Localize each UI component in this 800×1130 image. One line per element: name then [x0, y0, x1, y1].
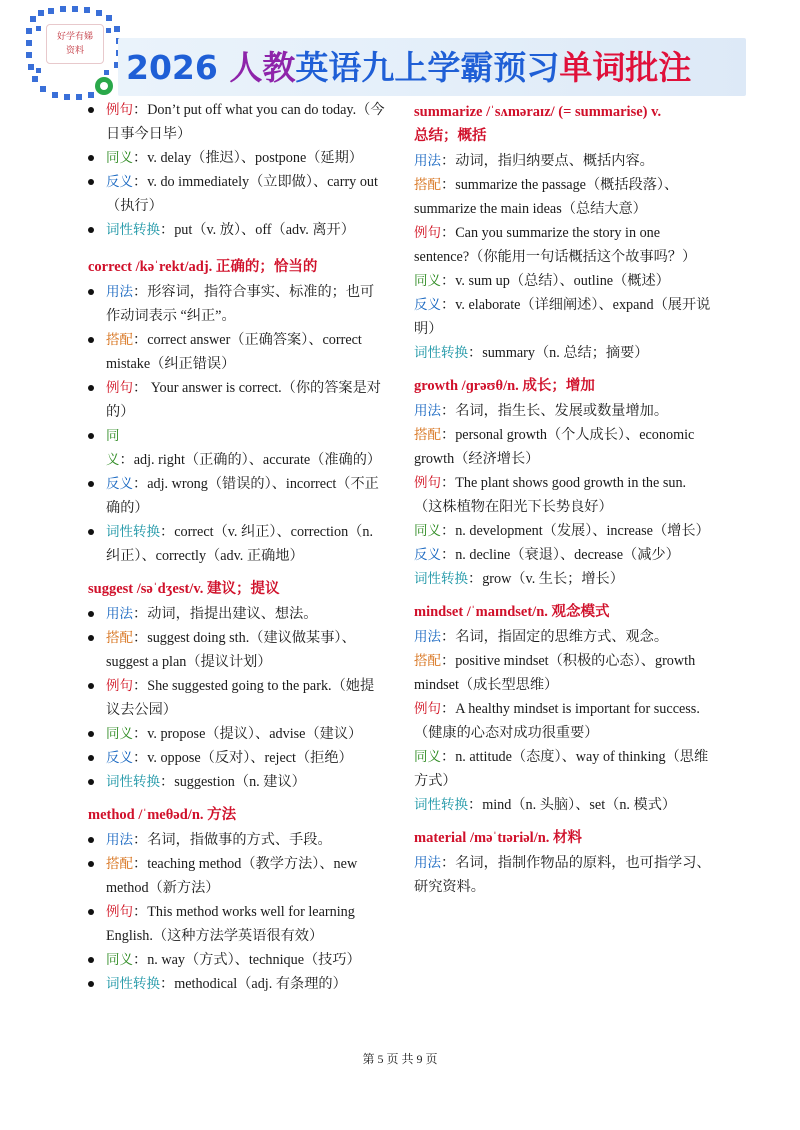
usage-label: 用法: [414, 403, 441, 419]
synonym-text: ：n. attitude（态度）、way of thinking（思维方式）: [414, 749, 709, 789]
match-text: ：personal growth（个人成长）、economic growth（经济增长）: [414, 427, 695, 467]
title-publisher: 人教: [229, 48, 296, 87]
synonym-item: [414, 519, 714, 543]
match-item: [414, 649, 714, 697]
conversion-item: [414, 341, 714, 365]
example-label: 例句: [414, 701, 441, 717]
logo-text-line2: 资料: [65, 46, 84, 56]
antonym-text: ：adj. wrong（错误的）、incorrect（不正确的）: [106, 476, 379, 516]
page-number: 第 5 页 共 9 页: [362, 1052, 438, 1066]
usage-text: ：名词，指生长、发展或数量增加。: [441, 403, 669, 419]
example-item: [414, 697, 714, 745]
page-header: [0, 0, 800, 100]
entry-heading-material: material /məˈtɪəriəl/n. 材料: [414, 830, 583, 846]
entry-growth: [414, 399, 714, 591]
conversion-label: 词性转换: [414, 345, 468, 361]
match-label: 搭配: [106, 332, 133, 348]
conversion-label: 词性转换: [414, 797, 468, 813]
match-item: [414, 423, 714, 471]
example-item: [88, 674, 388, 722]
conversion-label: 词性转换: [106, 222, 160, 238]
usage-text: ：形容词，指符合事实、标准的；也可作动词表示 “纠正”。: [106, 284, 375, 324]
usage-item: [88, 828, 388, 852]
entry-method: [88, 828, 388, 996]
match-text: ：teaching method（教学方法）、new method（新方法）: [106, 856, 358, 896]
usage-label: 用法: [106, 284, 133, 300]
match-label: 搭配: [106, 630, 133, 646]
example-label: 例句: [106, 102, 133, 118]
antonym-item: [88, 170, 388, 218]
conversion-item: [414, 567, 714, 591]
antonym-text: ：n. decline（衰退）、decrease（减少）: [441, 547, 680, 563]
synonym-item: [414, 269, 714, 293]
match-item: [88, 626, 388, 674]
title-subject: 英语九上学霸预习: [295, 48, 560, 87]
example-label: 例句: [106, 678, 133, 694]
left-column: [88, 98, 388, 996]
antonym-text: ：v. oppose（反对）、reject（拒绝）: [133, 750, 353, 766]
usage-text: ：动词，指提出建议、想法。: [133, 606, 318, 622]
usage-text: ：名词，指制作物品的原料，也可指学习、研究资料。: [414, 855, 711, 895]
match-label: 搭配: [414, 427, 441, 443]
usage-label: 用法: [414, 855, 441, 871]
conversion-label: 词性转换: [106, 774, 160, 790]
example-text: ：A healthy mindset is important for success.（健康的心态对成功很重要）: [414, 701, 700, 741]
entry-heading-summarize: [414, 100, 714, 148]
logo-text-line1: 好学有娣: [56, 32, 93, 42]
match-text: ：positive mindset（积极的心态）、growth mindset（成长型思维）: [414, 653, 696, 693]
usage-item: [88, 602, 388, 626]
conversion-item: [88, 520, 388, 568]
entry-correct: [88, 280, 388, 568]
title-year: 2026: [126, 48, 230, 87]
example-text: ： Your answer is correct.（你的答案是对的）: [106, 380, 381, 420]
synonym-item: [414, 745, 714, 793]
usage-text: ：名词，指固定的思维方式、观念。: [441, 629, 669, 645]
title-topic: 单词批注: [559, 48, 692, 87]
conversion-text: ：grow（v. 生长；增长）: [468, 571, 624, 587]
antonym-label: 反义: [414, 297, 441, 313]
conversion-label: 词性转换: [414, 571, 468, 587]
synonym-label: 同义: [414, 273, 441, 289]
heading-line2: 总结；概括: [414, 128, 487, 144]
match-item: [414, 173, 714, 221]
right-column: [414, 98, 714, 899]
synonym-item: [88, 146, 388, 170]
conversion-text: ：suggestion（n. 建议）: [160, 774, 306, 790]
conversion-item: [88, 218, 388, 242]
usage-item: [414, 149, 714, 173]
synonym-text: ：v. delay（推迟）、postpone（延期）: [133, 150, 363, 166]
example-label: 例句: [106, 380, 133, 396]
antonym-item: [88, 746, 388, 770]
entry-mindset: [414, 625, 714, 817]
example-text: ：Can you summarize the story in one sentence?（你能用一句话概括这个故事吗？）: [414, 225, 697, 265]
conversion-item: [414, 793, 714, 817]
match-item: [88, 328, 388, 376]
conversion-label: 词性转换: [106, 976, 160, 992]
entry-material: [414, 851, 714, 899]
example-label: 例句: [414, 225, 441, 241]
example-label: 例句: [414, 475, 441, 491]
usage-item: [88, 280, 388, 328]
example-item: [88, 900, 388, 948]
antonym-item: [414, 293, 714, 341]
conversion-text: ：mind（n. 头脑）、set（n. 模式）: [468, 797, 677, 813]
conversion-text: ：methodical（adj. 有条理的）: [160, 976, 347, 992]
antonym-label: 反义: [106, 750, 133, 766]
usage-item: [414, 399, 714, 423]
usage-item: [414, 851, 714, 899]
match-label: 搭配: [414, 177, 441, 193]
synonym-label: 同义: [106, 726, 133, 742]
example-item: [88, 98, 388, 146]
usage-label: 用法: [414, 153, 441, 169]
entry-heading-mindset: mindset /ˈmaɪndset/n. 观念模式: [414, 604, 610, 620]
entry-heading-growth: growth /ɡrəʊθ/n. 成长；增加: [414, 378, 595, 394]
example-text: ：The plant shows good growth in the sun.（这株植物在阳光下长势良好）: [414, 475, 687, 515]
antonym-label: 反义: [106, 174, 133, 190]
match-label: 搭配: [106, 856, 133, 872]
example-item: [414, 471, 714, 519]
entry-heading-correct: correct /kəˈrekt/adj. 正确的；恰当的: [88, 259, 318, 275]
synonym-text: ：v. sum up（总结）、outline（概述）: [441, 273, 670, 289]
example-text: ：Don’t put off what you can do today.（今日事今日毕）: [106, 102, 385, 142]
match-item: [88, 852, 388, 900]
antonym-text: ：v. elaborate（详细阐述）、expand（展开说明）: [414, 297, 711, 337]
synonym-label: 同义: [414, 749, 441, 765]
match-label: 搭配: [414, 653, 441, 669]
usage-text: ：名词，指做事的方式、手段。: [133, 832, 332, 848]
synonym-label: 同义: [106, 150, 133, 166]
synonym-label: 同义: [414, 523, 441, 539]
usage-label: 用法: [414, 629, 441, 645]
antonym-item: [414, 543, 714, 567]
logo-card: [46, 24, 104, 64]
synonym-label: 同义: [106, 428, 120, 468]
usage-text: ：动词，指归纳要点、概括内容。: [441, 153, 654, 169]
example-item: [88, 376, 388, 424]
entry-summarize: [414, 149, 714, 365]
usage-item: [414, 625, 714, 649]
conversion-item: [88, 770, 388, 794]
conversion-text: ：put（v. 放）、off（adv. 离开）: [160, 222, 355, 238]
usage-label: 用法: [106, 606, 133, 622]
example-item: [414, 221, 714, 269]
logo: [26, 6, 126, 100]
entry-put-off: [88, 98, 388, 242]
page-title: [126, 42, 691, 89]
conversion-text: ：summary（n. 总结；摘要）: [468, 345, 649, 361]
match-text: ：correct answer（正确答案）、correct mistake（纠正错误）: [106, 332, 362, 372]
conversion-text: ：correct（v. 纠正）、correction（n. 纠正）、correctly（adv. 正确地）: [106, 524, 373, 564]
conversion-label: 词性转换: [106, 524, 160, 540]
synonym-item: [88, 424, 388, 472]
entry-heading-suggest: suggest /səˈdʒest/v. 建议；提议: [88, 581, 280, 597]
synonym-text: ：v. propose（提议）、advise（建议）: [133, 726, 363, 742]
conversion-item: [88, 972, 388, 996]
antonym-label: 反义: [106, 476, 133, 492]
example-text: ：This method works well for learning English.（这种方法学英语很有效）: [106, 904, 355, 944]
synonym-text: ：n. development（发展）、increase（增长）: [441, 523, 710, 539]
match-text: ：summarize the passage（概括段落）、summarize the main ideas（总结大意）: [414, 177, 679, 217]
example-label: 例句: [106, 904, 133, 920]
usage-label: 用法: [106, 832, 133, 848]
example-text: ：She suggested going to the park.（她提议去公园）: [106, 678, 375, 718]
synonym-item: [88, 722, 388, 746]
match-text: ：suggest doing sth.（建议做某事）、suggest a plan（提议计划）: [106, 630, 356, 670]
antonym-item: [88, 472, 388, 520]
entry-heading-method: method /ˈmeθəd/n. 方法: [88, 807, 237, 823]
entry-suggest: [88, 602, 388, 794]
synonym-text: ：adj. right（正确的）、accurate（准确的）: [119, 452, 382, 468]
heading-line1: summarize /ˈsʌməraɪz/ (= summarise) v.: [414, 104, 662, 120]
antonym-text: ：v. do immediately（立即做）、carry out（执行）: [106, 174, 378, 214]
synonym-item: [88, 948, 388, 972]
synonym-text: ：n. way（方式）、technique（技巧）: [133, 952, 361, 968]
antonym-label: 反义: [414, 547, 441, 563]
synonym-label: 同义: [106, 952, 133, 968]
